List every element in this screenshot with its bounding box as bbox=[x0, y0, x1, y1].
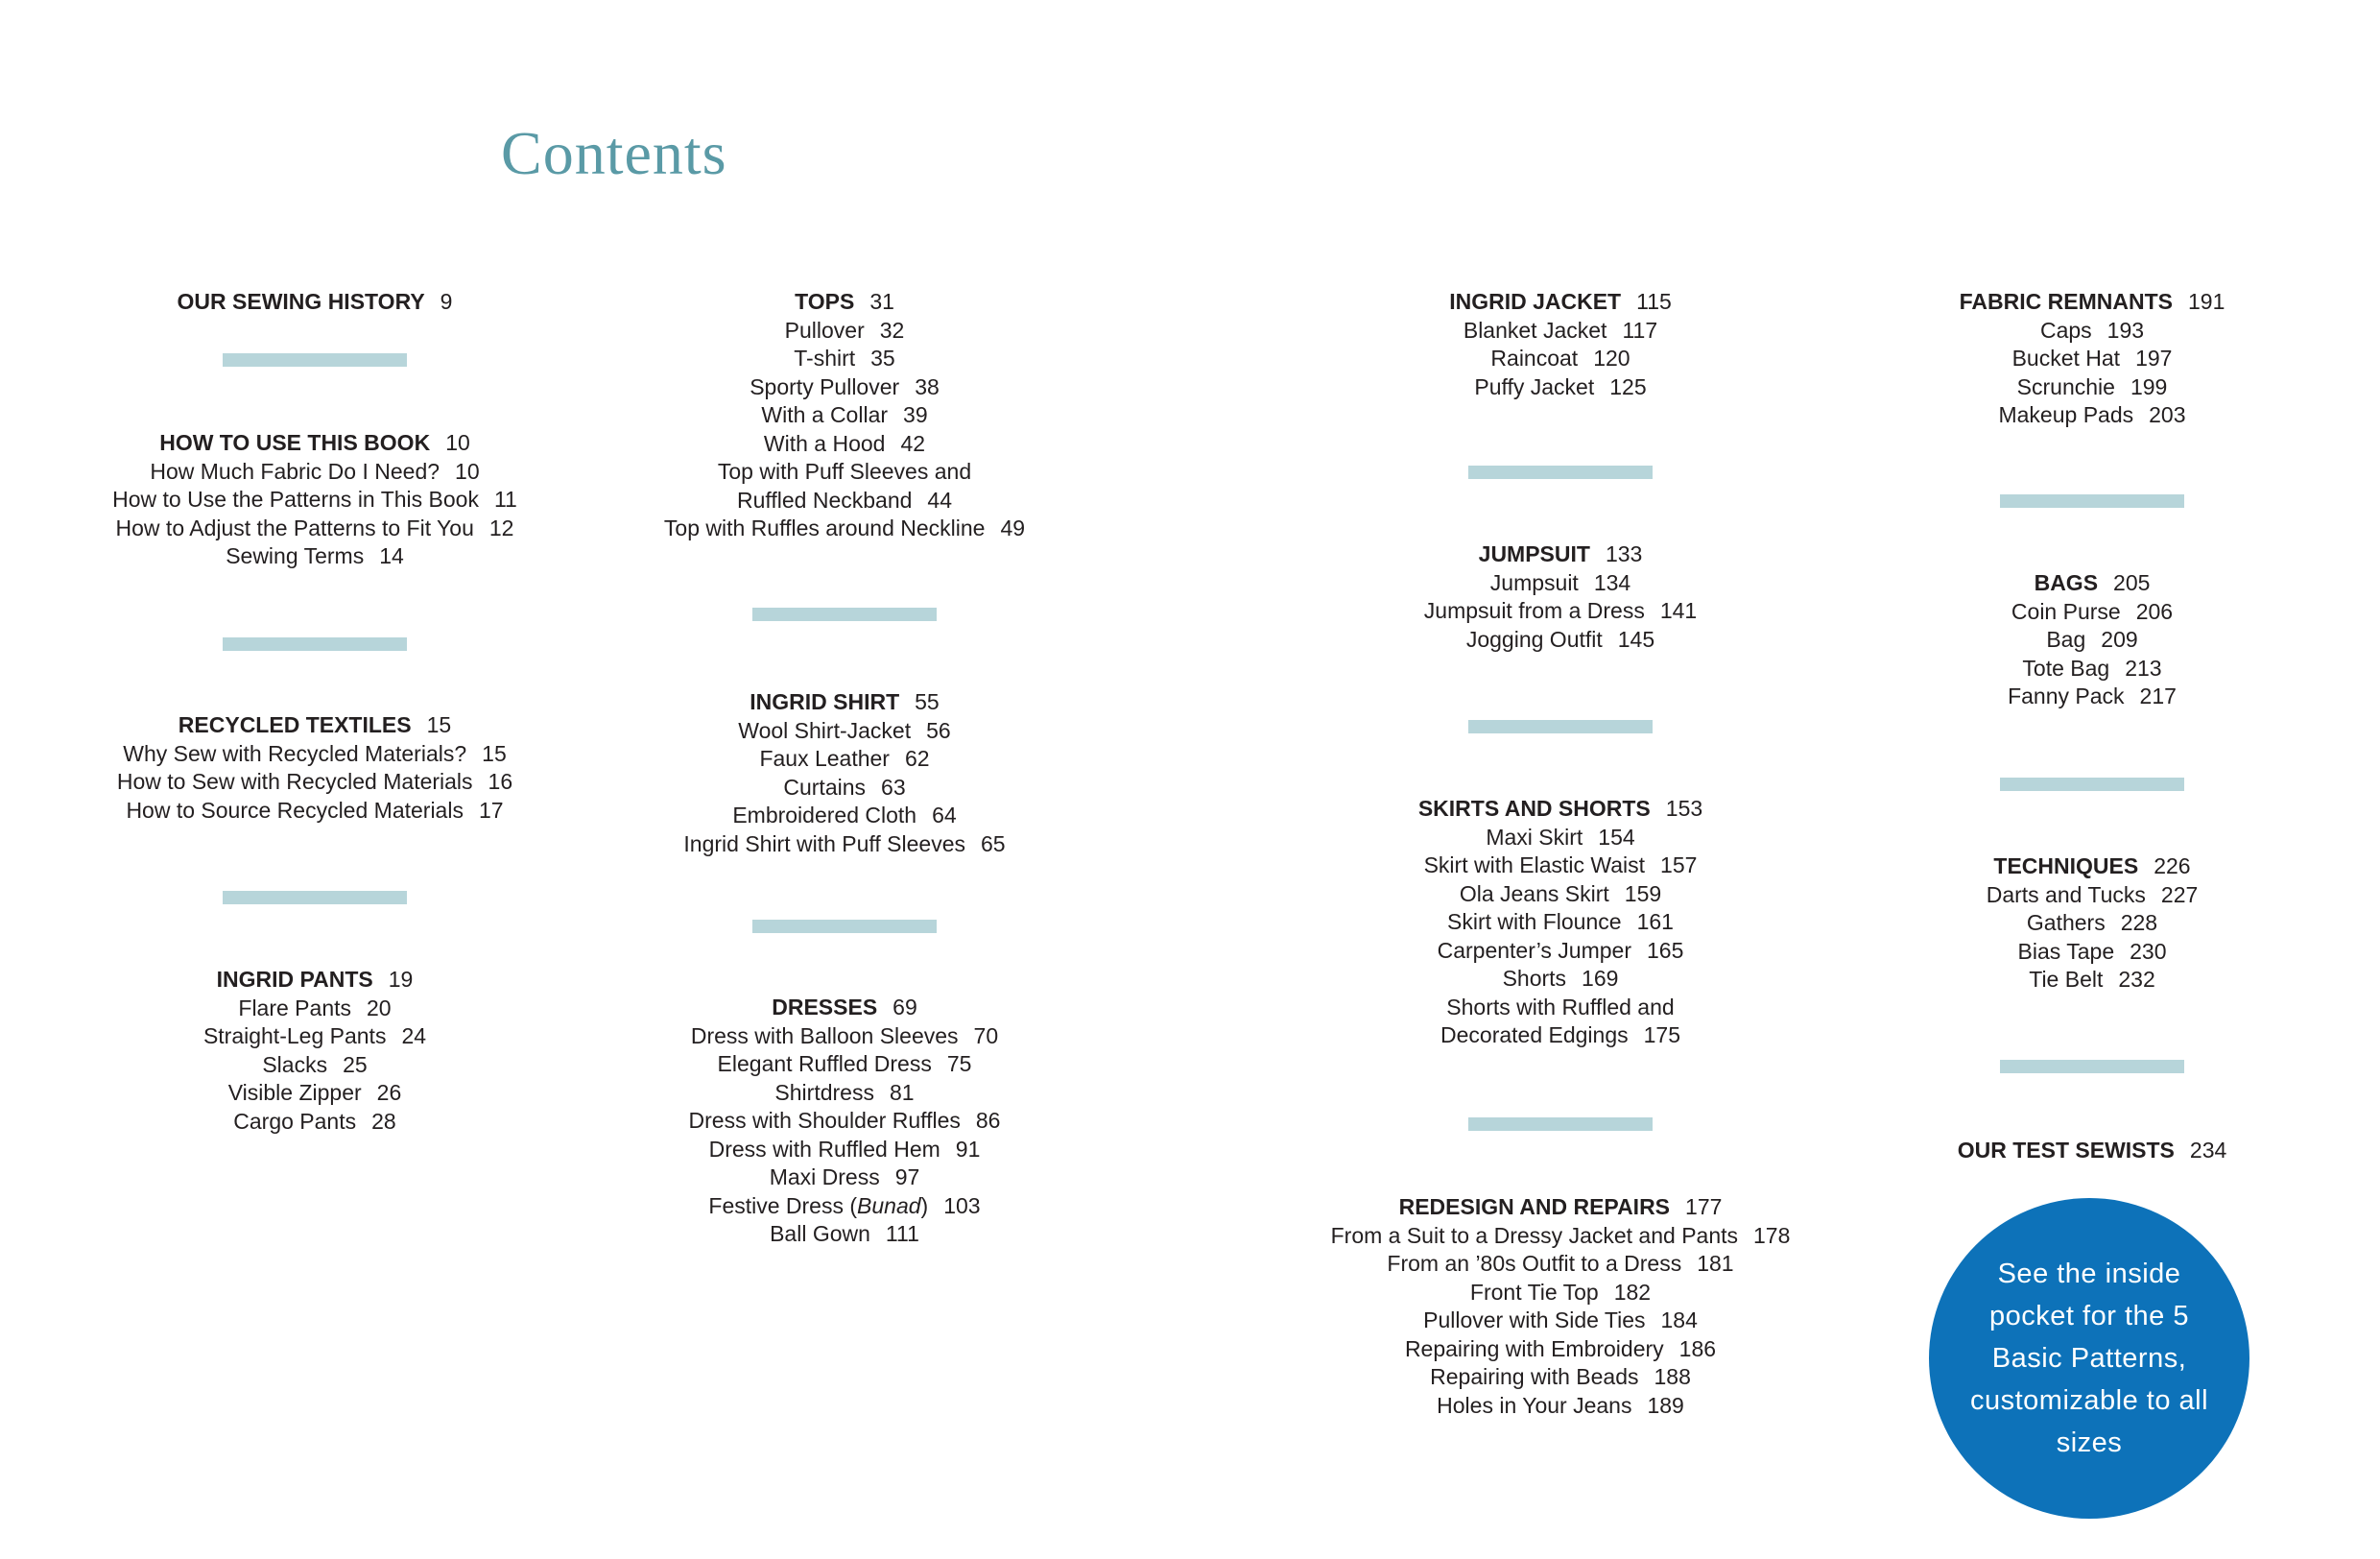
entry-title: Bias Tape bbox=[2017, 938, 2115, 964]
page-number: 32 bbox=[879, 317, 905, 343]
page-number: 28 bbox=[371, 1108, 396, 1134]
page-number: 19 bbox=[388, 967, 414, 992]
toc-entry bbox=[46, 995, 583, 1023]
page-number: 14 bbox=[379, 543, 404, 568]
page-number: 182 bbox=[1613, 1279, 1652, 1305]
toc-entry bbox=[46, 458, 583, 487]
toc-entry bbox=[1823, 909, 2361, 938]
page-number: 75 bbox=[946, 1051, 972, 1076]
page-number: 9 bbox=[440, 289, 453, 314]
entry-title: Raincoat bbox=[1490, 346, 1579, 371]
toc-entry bbox=[1292, 1392, 1829, 1421]
page-number: 217 bbox=[2139, 684, 2177, 708]
toc-entry bbox=[1823, 881, 2361, 910]
toc-entry bbox=[1823, 345, 2361, 373]
page-number: 175 bbox=[1643, 1022, 1680, 1047]
toc-entry bbox=[46, 740, 583, 769]
page-number: 203 bbox=[2149, 402, 2186, 427]
heading-label: REDESIGN AND REPAIRS bbox=[1398, 1194, 1671, 1219]
toc-entry bbox=[576, 317, 1113, 346]
page-number: 86 bbox=[975, 1108, 1001, 1133]
toc-entry bbox=[46, 1079, 583, 1108]
entry-title: From a Suit to a Dressy Jacket and Pants bbox=[1330, 1222, 1739, 1248]
toc-entry bbox=[576, 515, 1113, 543]
entry-title: Jumpsuit bbox=[1489, 569, 1579, 595]
toc-entry bbox=[576, 1136, 1113, 1164]
toc-entry bbox=[46, 797, 583, 826]
heading-label: TOPS bbox=[795, 289, 855, 314]
entry-title: Straight-Leg Pants bbox=[202, 1023, 387, 1048]
toc-entry bbox=[576, 1079, 1113, 1108]
section-divider bbox=[1468, 1117, 1653, 1131]
toc-entry bbox=[576, 1192, 1113, 1221]
entry-title: Pullover with Side Ties bbox=[1423, 1307, 1646, 1332]
entry-title: Pullover bbox=[784, 317, 865, 343]
entry-title: Darts and Tucks bbox=[1986, 881, 2146, 907]
toc-entry bbox=[1292, 1222, 1829, 1251]
toc-entry bbox=[1292, 965, 1829, 994]
page-number: 12 bbox=[488, 515, 514, 540]
page-number: 169 bbox=[1582, 966, 1619, 991]
section-divider bbox=[2000, 1060, 2184, 1073]
page-number: 181 bbox=[1697, 1251, 1734, 1276]
page-number: 55 bbox=[915, 689, 940, 714]
entry-title: Shorts bbox=[1502, 966, 1567, 991]
entry-title: Tie Belt bbox=[2029, 967, 2104, 992]
entry-title: Ola Jeans Skirt bbox=[1459, 880, 1609, 906]
entry-title: Embroidered Cloth bbox=[732, 803, 917, 827]
page-number: 205 bbox=[2113, 570, 2151, 595]
entry-title: Repairing with Embroidery bbox=[1404, 1335, 1664, 1361]
entry-title: Cargo Pants bbox=[233, 1108, 357, 1134]
page-number: 159 bbox=[1624, 880, 1662, 906]
page-number: 188 bbox=[1654, 1364, 1691, 1389]
page-number: 103 bbox=[943, 1192, 981, 1218]
heading-label: RECYCLED TEXTILES bbox=[178, 712, 412, 737]
page-number: 228 bbox=[2120, 910, 2158, 935]
entry-title: Makeup Pads bbox=[1998, 402, 2134, 427]
page-number: 227 bbox=[2160, 881, 2199, 907]
page-number: 120 bbox=[1593, 346, 1630, 371]
toc-entry bbox=[1823, 373, 2361, 402]
entry-title: Shorts with Ruffled and bbox=[1446, 994, 1675, 1019]
heading-label: FABRIC REMNANTS bbox=[1959, 289, 2173, 314]
toc-entry bbox=[46, 486, 583, 515]
toc-entry bbox=[576, 745, 1113, 774]
toc-entry bbox=[1292, 824, 1829, 852]
toc-entry bbox=[1292, 880, 1829, 909]
page-number: 234 bbox=[2189, 1138, 2227, 1163]
toc-entry bbox=[576, 1107, 1113, 1136]
entry-title: T-shirt bbox=[794, 346, 856, 371]
page-number: 184 bbox=[1660, 1307, 1698, 1332]
page-number: 206 bbox=[2135, 598, 2174, 624]
page-number: 189 bbox=[1647, 1392, 1684, 1418]
section-divider bbox=[223, 891, 407, 904]
toc-entry bbox=[1292, 597, 1829, 626]
entry-title: Elegant Ruffled Dress bbox=[717, 1051, 932, 1076]
entry-title: Faux Leather bbox=[759, 746, 890, 771]
entry-title: Flare Pants bbox=[238, 995, 351, 1020]
page-number: 25 bbox=[343, 1051, 368, 1077]
toc-entry bbox=[1823, 938, 2361, 967]
section-heading bbox=[1823, 1137, 2361, 1165]
page-number: 134 bbox=[1593, 569, 1631, 595]
entry-title: Dress with Ruffled Hem bbox=[708, 1136, 940, 1162]
section-divider bbox=[752, 608, 937, 621]
heading-label: HOW TO USE THIS BOOK bbox=[159, 430, 431, 455]
page-number: 178 bbox=[1753, 1222, 1791, 1248]
entry-title: Bucket Hat bbox=[2011, 346, 2121, 371]
page-number: 15 bbox=[426, 712, 452, 737]
page-number: 49 bbox=[1000, 516, 1026, 540]
toc-entry bbox=[46, 768, 583, 797]
page-number: 31 bbox=[869, 289, 894, 314]
page-number: 20 bbox=[367, 995, 392, 1020]
toc-entry bbox=[46, 515, 583, 543]
page-number: 213 bbox=[2125, 655, 2162, 681]
toc-section bbox=[1292, 540, 1829, 654]
entry-title: Bag bbox=[2046, 627, 2086, 652]
toc-entry bbox=[576, 458, 1113, 487]
section-divider bbox=[752, 920, 937, 933]
entry-title: Puffy Jacket bbox=[1474, 373, 1595, 399]
section-heading bbox=[46, 288, 583, 317]
entry-title: Shirtdress bbox=[774, 1079, 874, 1105]
heading-label: INGRID PANTS bbox=[216, 967, 373, 992]
page-number: 44 bbox=[927, 487, 952, 513]
toc-entry bbox=[1292, 994, 1829, 1022]
toc-entry bbox=[1292, 937, 1829, 966]
entry-title: Blanket Jacket bbox=[1463, 317, 1607, 343]
toc-entry bbox=[576, 1022, 1113, 1051]
toc-entry bbox=[1823, 401, 2361, 430]
section-heading bbox=[1292, 1193, 1829, 1222]
toc-section bbox=[576, 688, 1113, 858]
page-number: 193 bbox=[2106, 317, 2145, 343]
page-number: 154 bbox=[1598, 824, 1635, 850]
page-number: 161 bbox=[1636, 909, 1674, 934]
toc-entry bbox=[1823, 626, 2361, 655]
page-number: 125 bbox=[1609, 373, 1647, 399]
page-number: 65 bbox=[981, 830, 1006, 856]
toc-entry bbox=[1823, 598, 2361, 627]
entry-title: Caps bbox=[2039, 317, 2092, 343]
toc-entry bbox=[46, 542, 583, 571]
page-number: 191 bbox=[2187, 289, 2225, 314]
entry-title: Coin Purse bbox=[2011, 598, 2121, 624]
page-number: 39 bbox=[903, 402, 928, 427]
entry-title: How Much Fabric Do I Need? bbox=[150, 458, 440, 484]
page-number: 91 bbox=[955, 1136, 981, 1162]
entry-title: From an ’80s Outfit to a Dress bbox=[1387, 1251, 1682, 1276]
entry-title: Ingrid Shirt with Puff Sleeves bbox=[683, 830, 965, 856]
page-number: 117 bbox=[1622, 317, 1658, 343]
toc-entry bbox=[46, 1108, 583, 1137]
entry-title: Repairing with Beads bbox=[1430, 1364, 1639, 1389]
toc-entry bbox=[576, 373, 1113, 402]
heading-label: OUR SEWING HISTORY bbox=[177, 289, 425, 314]
section-heading bbox=[576, 994, 1113, 1022]
entry-title: Visible Zipper bbox=[227, 1080, 362, 1105]
heading-label: INGRID SHIRT bbox=[750, 689, 900, 714]
entry-title: Skirt with Flounce bbox=[1447, 909, 1622, 934]
page-number: 70 bbox=[973, 1022, 999, 1048]
toc-section bbox=[46, 429, 583, 571]
page-number: 197 bbox=[2135, 346, 2173, 371]
page-number: 10 bbox=[445, 430, 470, 455]
section-divider bbox=[2000, 494, 2184, 508]
entry-title: Why Sew with Recycled Materials? bbox=[123, 740, 467, 766]
page-number: 157 bbox=[1660, 852, 1698, 877]
entry-title: Sewing Terms bbox=[226, 543, 365, 568]
entry-title: Dress with Balloon Sleeves bbox=[690, 1022, 959, 1048]
toc-entry bbox=[1292, 345, 1829, 373]
entry-title: Curtains bbox=[783, 774, 867, 800]
entry-title: Decorated Edgings bbox=[1440, 1022, 1629, 1047]
entry-title: Fanny Pack bbox=[2008, 684, 2125, 708]
toc-entry bbox=[1292, 569, 1829, 598]
toc-section bbox=[1823, 569, 2361, 711]
toc-entry bbox=[1292, 1363, 1829, 1392]
section-heading bbox=[46, 429, 583, 458]
toc-entry bbox=[576, 401, 1113, 430]
toc-entry bbox=[576, 345, 1113, 373]
page-number: 17 bbox=[478, 797, 504, 823]
badge-text: See the inside pocket for the 5 Basic Patterns, customizable to all sizes bbox=[1969, 1259, 2209, 1458]
entry-title: With a Collar bbox=[761, 402, 889, 427]
page-number: 209 bbox=[2101, 627, 2138, 652]
page-number: 63 bbox=[881, 774, 906, 800]
toc-entry bbox=[1292, 1335, 1829, 1364]
entry-title: Ball Gown bbox=[770, 1221, 870, 1246]
entry-title: Gathers bbox=[2026, 910, 2106, 935]
page-number: 165 bbox=[1647, 937, 1684, 963]
toc-section bbox=[1292, 1193, 1829, 1420]
page-title: Contents bbox=[501, 119, 727, 187]
section-heading bbox=[1823, 569, 2361, 598]
toc-entry bbox=[46, 1022, 583, 1051]
section-heading bbox=[46, 711, 583, 740]
section-divider bbox=[223, 637, 407, 651]
page-number: 153 bbox=[1665, 796, 1703, 821]
entry-title: Front Tie Top bbox=[1469, 1279, 1599, 1305]
toc-entry bbox=[576, 774, 1113, 803]
toc-section bbox=[576, 288, 1113, 543]
heading-label: JUMPSUIT bbox=[1478, 541, 1590, 566]
toc-entry bbox=[1823, 655, 2361, 684]
section-divider bbox=[1468, 720, 1653, 733]
toc-entry bbox=[576, 430, 1113, 459]
entry-title: With a Hood bbox=[763, 430, 886, 456]
toc-section bbox=[1823, 852, 2361, 995]
entry-title: How to Source Recycled Materials bbox=[126, 797, 464, 823]
entry-title: Ruffled Neckband bbox=[736, 487, 913, 513]
page-number: 38 bbox=[915, 373, 940, 399]
entry-title: Carpenter’s Jumper bbox=[1437, 937, 1632, 963]
toc-section bbox=[1823, 1137, 2361, 1165]
section-heading bbox=[1292, 288, 1829, 317]
toc-entry bbox=[1823, 683, 2361, 711]
section-heading bbox=[1292, 795, 1829, 824]
entry-title: How to Adjust the Patterns to Fit You bbox=[115, 515, 474, 540]
toc-entry bbox=[1292, 1307, 1829, 1335]
page-number: 133 bbox=[1605, 541, 1643, 566]
entry-title: Sporty Pullover bbox=[750, 373, 900, 399]
entry-title: Jogging Outfit bbox=[1465, 626, 1603, 652]
page-number: 15 bbox=[482, 740, 507, 766]
entry-title-italic: Bunad bbox=[857, 1192, 921, 1218]
page-number: 11 bbox=[493, 487, 517, 512]
page-number: 16 bbox=[488, 769, 513, 794]
section-heading bbox=[1823, 852, 2361, 881]
page-number: 42 bbox=[900, 430, 926, 456]
page-number: 115 bbox=[1636, 289, 1672, 314]
toc-entry bbox=[1292, 1021, 1829, 1050]
toc-entry bbox=[1292, 851, 1829, 880]
toc-entry bbox=[1292, 908, 1829, 937]
toc-entry bbox=[1292, 373, 1829, 402]
heading-label: OUR TEST SEWISTS bbox=[1957, 1138, 2175, 1163]
toc-entry bbox=[576, 802, 1113, 830]
section-heading bbox=[576, 288, 1113, 317]
page-number: 111 bbox=[885, 1221, 919, 1246]
toc-entry bbox=[576, 487, 1113, 516]
toc-section bbox=[46, 711, 583, 825]
toc-section bbox=[1292, 288, 1829, 401]
page-number: 56 bbox=[926, 717, 951, 743]
toc-entry bbox=[576, 1050, 1113, 1079]
entry-title: Scrunchie bbox=[2016, 373, 2115, 399]
toc-entry bbox=[576, 830, 1113, 859]
page-number: 230 bbox=[2130, 938, 2167, 964]
entry-title: Wool Shirt-Jacket bbox=[738, 717, 912, 743]
page-number: 62 bbox=[904, 746, 930, 771]
page-number: 186 bbox=[1678, 1335, 1717, 1361]
toc-entry bbox=[1292, 1250, 1829, 1279]
entry-title: Top with Ruffles around Neckline bbox=[663, 516, 986, 540]
heading-label: SKIRTS AND SHORTS bbox=[1417, 796, 1651, 821]
page-number: 97 bbox=[894, 1164, 920, 1189]
toc-section bbox=[1292, 795, 1829, 1050]
page-number: 145 bbox=[1617, 626, 1655, 652]
page-number: 141 bbox=[1659, 598, 1698, 623]
section-divider bbox=[2000, 778, 2184, 791]
toc-entry bbox=[1292, 317, 1829, 346]
page-number: 26 bbox=[376, 1080, 402, 1105]
page-number: 226 bbox=[2154, 853, 2191, 878]
heading-label: INGRID JACKET bbox=[1449, 289, 1622, 314]
toc-entry bbox=[576, 717, 1113, 746]
toc-section bbox=[46, 966, 583, 1136]
page-number: 35 bbox=[870, 346, 895, 371]
toc-entry bbox=[1292, 626, 1829, 655]
entry-title: Maxi Skirt bbox=[1486, 824, 1583, 850]
toc-section bbox=[46, 288, 583, 317]
toc-entry bbox=[1823, 317, 2361, 346]
entry-title: Slacks bbox=[262, 1051, 328, 1077]
patterns-badge bbox=[1929, 1198, 2249, 1519]
page-number: 177 bbox=[1685, 1194, 1723, 1219]
page-number: 10 bbox=[455, 458, 480, 484]
page-number: 232 bbox=[2118, 967, 2155, 992]
heading-label: DRESSES bbox=[772, 995, 878, 1019]
toc-entry bbox=[1823, 966, 2361, 995]
toc-entry bbox=[46, 1051, 583, 1080]
section-heading bbox=[46, 966, 583, 995]
heading-label: TECHNIQUES bbox=[1993, 853, 2139, 878]
section-heading bbox=[1292, 540, 1829, 569]
entry-title: Top with Puff Sleeves and bbox=[717, 459, 972, 484]
toc-entry bbox=[576, 1163, 1113, 1192]
page-number: 69 bbox=[892, 995, 917, 1019]
section-heading bbox=[576, 688, 1113, 717]
entry-title: Skirt with Elastic Waist bbox=[1423, 852, 1646, 877]
entry-title-suffix: ) bbox=[920, 1192, 929, 1218]
entry-title: How to Use the Patterns in This Book bbox=[112, 487, 479, 512]
entry-title: Jumpsuit from a Dress bbox=[1423, 598, 1645, 623]
entry-title: Dress with Shoulder Ruffles bbox=[688, 1108, 961, 1133]
section-heading bbox=[1823, 288, 2361, 317]
section-divider bbox=[223, 353, 407, 367]
entry-title: Festive Dress ( bbox=[708, 1192, 858, 1218]
entry-title: Tote Bag bbox=[2022, 655, 2110, 681]
entry-title: How to Sew with Recycled Materials bbox=[116, 769, 473, 794]
page-number: 199 bbox=[2130, 373, 2168, 399]
page-number: 64 bbox=[932, 803, 957, 827]
heading-label: BAGS bbox=[2034, 570, 2099, 595]
entry-title: Maxi Dress bbox=[769, 1164, 880, 1189]
toc-entry bbox=[576, 1220, 1113, 1249]
section-divider bbox=[1468, 466, 1653, 479]
toc-section bbox=[1823, 288, 2361, 430]
page-number: 81 bbox=[889, 1079, 915, 1105]
page-number: 24 bbox=[401, 1023, 427, 1048]
entry-title: Holes in Your Jeans bbox=[1437, 1392, 1632, 1418]
toc-entry bbox=[1292, 1279, 1829, 1307]
toc-section bbox=[576, 994, 1113, 1249]
